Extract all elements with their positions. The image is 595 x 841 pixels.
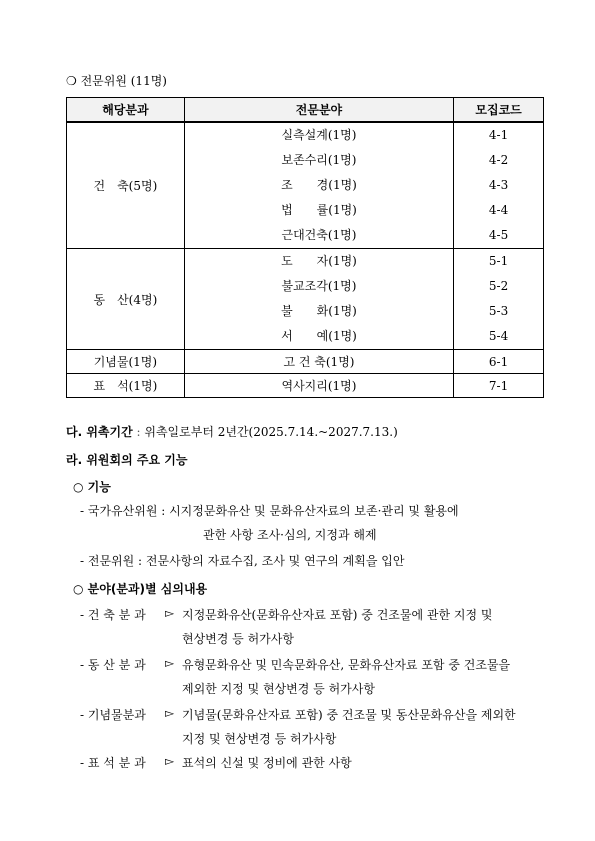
code-cell <box>454 122 544 249</box>
term-line <box>66 423 398 440</box>
table-row <box>67 374 544 398</box>
field-item: 근대건축(1명) <box>281 228 357 242</box>
field-item: 실측설계(1명) <box>281 128 357 142</box>
subcommittee-label: - 기념물분과 <box>80 708 146 722</box>
arrow-icon: ▻ <box>165 754 175 768</box>
field-item: 조 경(1명) <box>281 178 357 192</box>
term-text: 위촉일로부터 2년간(2025.7.14.~2027.7.13.) <box>144 425 398 439</box>
term-separator: : <box>132 425 145 439</box>
subcommittee-desc-line2: 현상변경 등 허가사항 <box>182 632 294 646</box>
field-cell <box>184 122 453 249</box>
code-cell <box>454 249 544 350</box>
category-cell: 건 축(5명) <box>67 122 185 249</box>
code-cell: 7-1 <box>454 374 544 398</box>
code-item: 5-4 <box>488 329 509 343</box>
code-item: 5-2 <box>488 279 509 293</box>
code-item: 4-3 <box>488 178 509 192</box>
function-item-line1: - 국가유산위원 : 시지정문화유산 및 문화유산자료의 보존·관리 및 활용에 <box>80 504 459 518</box>
subcommittee-desc-line1: 기념물(문화유산자료 포함) 중 건조물 및 동산문화유산을 제외한 <box>182 708 516 722</box>
code-cell: 6-1 <box>454 350 544 374</box>
arrow-icon: ▻ <box>165 706 175 720</box>
committee-table <box>66 97 544 398</box>
subcommittee-desc-line2: 지정 및 현상변경 등 허가사항 <box>182 732 337 746</box>
function-heading: ○ 기능 <box>73 480 111 494</box>
arrow-icon: ▻ <box>165 656 175 670</box>
subcommittee-desc-line1: 유형문화유산 및 민속문화유산, 문화유산자료 포함 중 건조물을 <box>182 658 511 672</box>
section-title: ❍ 전문위원 (11명) <box>66 74 167 88</box>
field-cell <box>184 249 453 350</box>
subcommittee-label: - 동 산 분 과 <box>80 658 146 672</box>
subcommittee-label: - 건 축 분 과 <box>80 608 146 622</box>
code-item: 5-1 <box>488 254 509 268</box>
subcommittee-desc-line1: 지정문화유산(문화유산자료 포함) 중 건조물에 관한 지정 및 <box>182 608 493 622</box>
function-item-line2: 관한 사항 조사·심의, 지정과 해제 <box>203 528 377 542</box>
table-header-row <box>67 98 544 123</box>
category-cell: 동 산(4명) <box>67 249 185 350</box>
header-field: 전문분야 <box>184 98 453 123</box>
field-item: 서 예(1명) <box>281 329 357 343</box>
code-item: 4-5 <box>488 228 509 242</box>
header-code: 모집코드 <box>454 98 544 123</box>
code-item: 5-3 <box>488 304 509 318</box>
code-item: 4-2 <box>488 153 509 167</box>
subcommittee-heading: ○ 분야(분과)별 심의내용 <box>73 582 208 596</box>
field-item: 보존수리(1명) <box>281 153 357 167</box>
field-item: 불 화(1명) <box>281 304 357 318</box>
subcommittee-label: - 표 석 분 과 <box>80 756 146 770</box>
table-row <box>67 350 544 374</box>
main-functions-heading: 라. 위원회의 주요 기능 <box>66 453 188 467</box>
arrow-icon: ▻ <box>165 606 175 620</box>
function-item-line1: - 전문위원 : 전문사항의 자료수집, 조사 및 연구의 계획을 입안 <box>80 554 405 568</box>
subcommittee-desc-line2: 제외한 지정 및 현상변경 등 허가사항 <box>182 682 375 696</box>
category-cell: 기념물(1명) <box>67 350 185 374</box>
field-item: 법 률(1명) <box>281 203 357 217</box>
field-item: 불교조각(1명) <box>281 279 357 293</box>
table-row <box>67 122 544 249</box>
field-cell: 고 건 축(1명) <box>184 350 453 374</box>
code-item: 4-1 <box>488 128 509 142</box>
field-item: 도 자(1명) <box>281 254 357 268</box>
category-cell: 표 석(1명) <box>67 374 185 398</box>
term-label: 다. 위촉기간 <box>66 425 133 439</box>
subcommittee-desc-line1: 표석의 신설 및 정비에 관한 사항 <box>182 756 352 770</box>
header-category: 해당분과 <box>67 98 185 123</box>
field-cell: 역사지리(1명) <box>184 374 453 398</box>
table-row <box>67 249 544 350</box>
code-item: 4-4 <box>488 203 509 217</box>
